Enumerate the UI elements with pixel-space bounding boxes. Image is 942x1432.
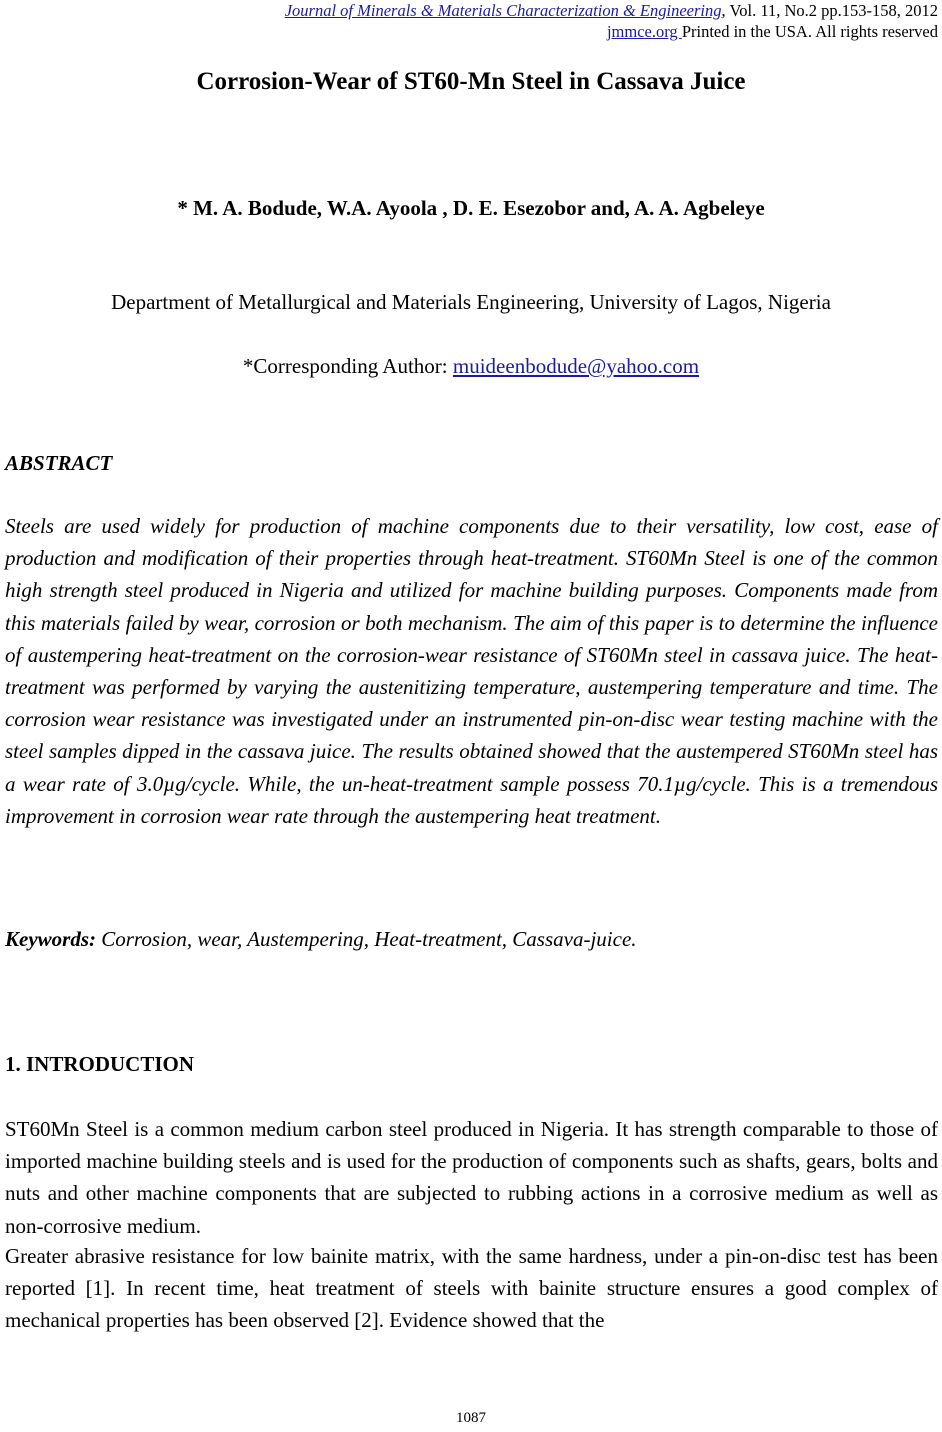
site-link[interactable]: jmmce.org	[606, 22, 682, 41]
journal-citation: , Vol. 11, No.2 pp.153-158, 2012	[721, 1, 938, 20]
rights-text: Printed in the USA. All rights reserved	[681, 22, 938, 41]
abstract-heading: ABSTRACT	[5, 451, 113, 475]
corresponding-author	[0, 354, 942, 379]
keywords-label: Keywords:	[5, 927, 96, 951]
introduction-paragraph-1: ST60Mn Steel is a common medium carbon steel produced in Nigeria. It has strength comparable to those of imported machine building steels and is used for the production of components such as shafts, gears, bolts and nuts and other machine components that are subjected to rubbing actions in a corrosive medium as well as non-corrosive medium.	[5, 1117, 938, 1238]
page-number: 1087	[456, 1410, 486, 1426]
abstract-body: Steels are used widely for production of machine components due to their versatility, low cost, ease of production and modification of their properties through heat-treatment. ST60Mn Steel is one of the common high strength steel produced in Nigeria and utilized for machine building purposes. Components made from this materials failed by wear, corrosion or both mechanism. The aim of this paper is to determine the influence of austempering heat-treatment on the corrosion-wear resistance of ST60Mn steel in cassava juice. The heat-treatment was performed by varying the austenitizing temperature, austempering temperature and time. The corrosion wear resistance was investigated under an instrumented pin-on-disc wear testing machine with the steel samples dipped in the cassava juice. The results obtained showed that the austempered ST60Mn steel has a wear rate of 3.0µg/cycle. While, the un-heat-treatment sample possess 70.1µg/cycle. This is a tremendous improvement in corrosion wear rate through the austempering heat treatment.	[5, 514, 938, 828]
author-email-link[interactable]: muideenbodude@yahoo.com	[452, 354, 700, 378]
keywords-text: Corrosion, wear, Austempering, Heat-treatment, Cassava-juice.	[96, 927, 637, 951]
introduction-heading: 1. INTRODUCTION	[5, 1052, 195, 1076]
keywords	[5, 923, 938, 955]
author-list: * M. A. Bodude, W.A. Ayoola , D. E. Esezobor and, A. A. Agbeleye	[177, 196, 765, 220]
journal-header	[285, 0, 938, 21]
corresponding-label: *Corresponding Author:	[242, 354, 453, 378]
paper-title: Corrosion-Wear of ST60-Mn Steel in Cassava Juice	[196, 68, 746, 95]
journal-link[interactable]: Journal of Minerals & Materials Characterization & Engineering	[284, 1, 722, 20]
affiliation: Department of Metallurgical and Materials Engineering, University of Lagos, Nigeria	[111, 290, 831, 314]
introduction-paragraph-2: Greater abrasive resistance for low bainite matrix, with the same hardness, under a pin-on-disc test has been reported [1]. In recent time, heat treatment of steels with bainite structure ensures a good complex of mechanical properties has been observed [2]. Evidence showed that the	[5, 1244, 938, 1333]
site-header	[607, 21, 938, 42]
